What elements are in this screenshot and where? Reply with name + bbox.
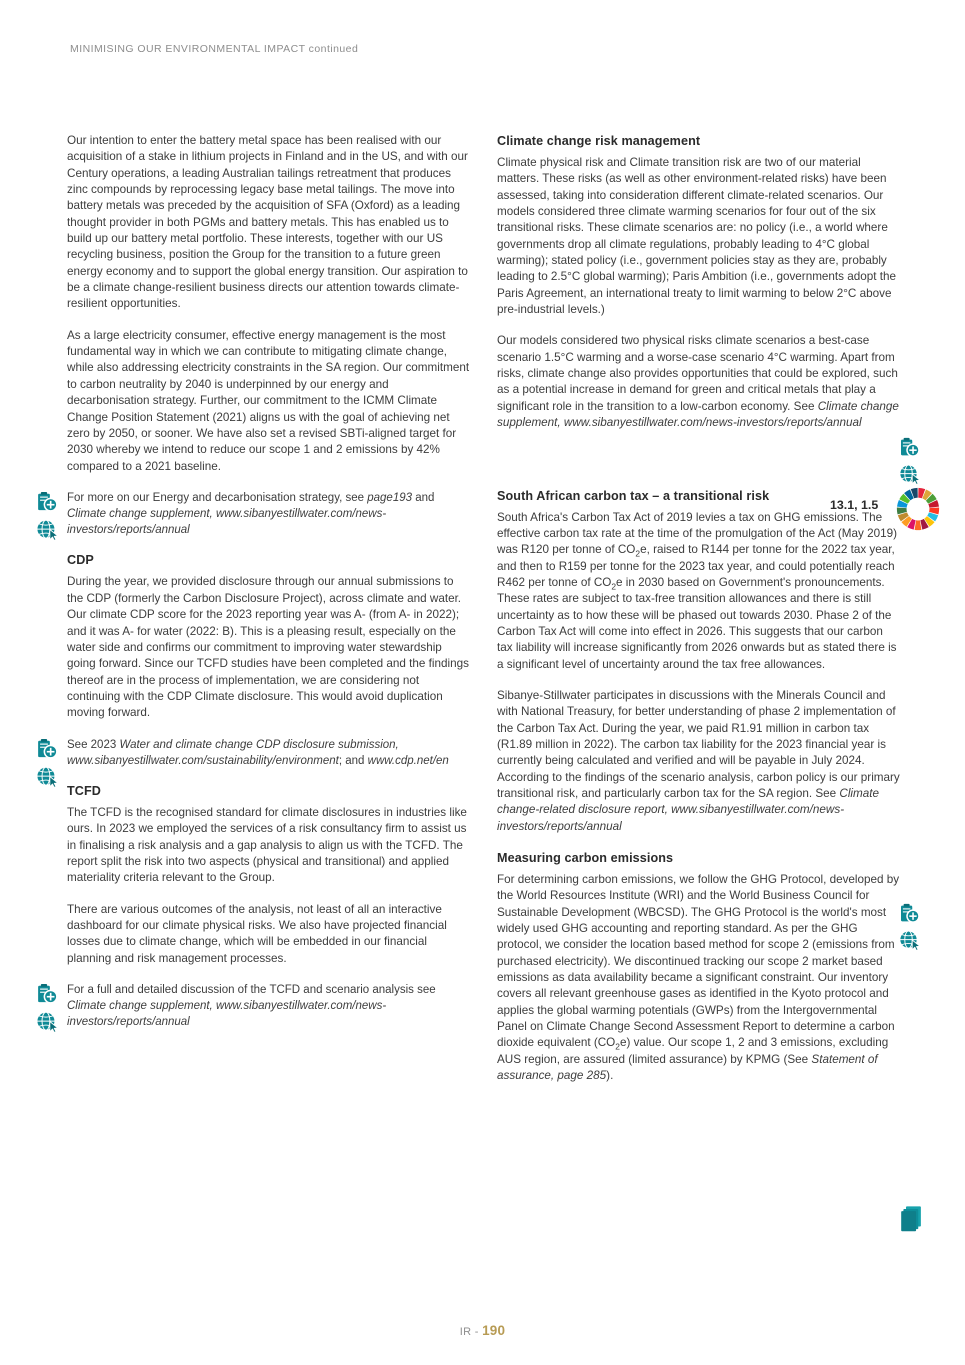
paragraph-battery-metals: Our intention to enter the battery metal space has been realised with our acquisition of a stake in lithium projects in Finland and in the US, and with our Century operations, a leading Australian tailings retreatment that produces zinc compounds by reprocessing legacy base metal tailings. The move into battery metals was preceded by the acquisition of SFA (Oxford) as a leading thought provider in both PGMs and battery metals. This has enabled us to build up our battery metal portfolio. These interests, together with our US recycling business, position the Group for the transition to a future green energy economy and to support the global energy transition. Our aspiration to be a climate change-resilient business directs our attention towards climate-resilient opportunities. <box>67 134 468 311</box>
paragraph-cdp: During the year, we provided disclosure through our annual submissions to the CDP (formerly the Carbon Disclosure Project), across climate and water. Our climate CDP score for the 2023 reporting year was A- (from A- in 2022); and it was A- for water (2022: B). This is a pleasing result, especially on the water side and confirms our commitment to improving water stewardship going forward. Since our TCFD studies have been completed and the findings thereof are in the process of implementation, we are considering not continuing with the CDP Climate disclosure. This would avoid duplication moving forward. <box>67 575 469 720</box>
reference-lead: See 2023 <box>67 738 120 751</box>
reference-italic-1[interactable]: Water and climate change CDP disclosure submission, www.sibanyestillwater.com/sustainability/environment <box>67 738 399 767</box>
report-pages-icon[interactable] <box>899 1204 927 1234</box>
document-plus-icon[interactable] <box>898 437 922 461</box>
reference-italic-2[interactable]: www.cdp.net/en <box>367 754 449 767</box>
document-plus-icon[interactable] <box>898 903 922 927</box>
heading-climate-change-risk-management: Climate change risk management <box>497 134 701 148</box>
reference-tcfd-text <box>67 982 471 1031</box>
measuring-part-a: For determining carbon emissions, we follow the GHG Protocol, developed by the World Resources Institute (WRI) and the World Business Council for Sustainable Development (WBCSD). The GHG Protocol is the world's most widely used GHG accounting and reporting standard. As per the GHG protocol, we consider the location based method for scope 2 (emissions from purchased electricity). We discontinued tracking our scope 2 market based emissions as data availability became a significant constraint. Our inventory covers all relevant greenhouse gases as identified in the Kyoto protocol and applies the global warming potentials (GWPs) from the Intergovernmental Panel on Climate Change Second Assessment Report to determine a carbon dioxide equivalent (CO <box>497 873 900 1050</box>
left-column <box>67 133 471 1045</box>
running-head-title: MINIMISING OUR ENVIRONMENTAL IMPACT <box>70 43 306 55</box>
paragraph-climate-risk-2-lead: Our models considered two physical risks climate scenarios a best-case scenario 1.5°C warming and a worse-case scenario 4°C warming. Apart from risks, climate change also provides opportunities that could be explored, such as a potential increase in demand for green and critical metals that play a significant role in the transition to a low-carbon economy. See <box>497 334 898 413</box>
reference-icon-group <box>35 983 61 1034</box>
globe-cursor-icon[interactable] <box>35 1009 60 1034</box>
reference-tcfd <box>67 982 471 1031</box>
climate-supplement-icon-group <box>898 437 944 486</box>
paragraph-climate-risk-2 <box>497 333 901 431</box>
globe-cursor-icon[interactable] <box>898 462 922 486</box>
carbon-tax-2-italic[interactable]: Climate change-related disclosure report, www.sibanyestillwater.com/news-investors/reports/annual <box>497 787 879 833</box>
globe-cursor-icon[interactable] <box>35 517 60 542</box>
reference-lead: For more on our Energy and decarbonisation strategy, see <box>67 491 368 504</box>
reference-energy-text <box>67 490 471 539</box>
reference-icon-group <box>35 738 61 789</box>
sdg-colour-wheel-icon <box>896 487 940 531</box>
paragraph-tcfd-2: There are various outcomes of the analysis, not least of all an interactive dashboard for our climate physical risks. We also have projected financial losses due to climate change, which will be embedded in our financial planning and risk management processes. <box>67 902 447 965</box>
document-plus-icon[interactable] <box>35 738 60 763</box>
reference-energy-strategy <box>67 490 471 539</box>
reference-lead: For a full and detailed discussion of the TCFD and scenario analysis see <box>67 984 436 997</box>
heading-tcfd: TCFD <box>67 783 101 798</box>
paragraph-carbon-tax-2 <box>497 688 901 835</box>
measuring-italic[interactable]: Statement of assurance, page 285 <box>497 1052 878 1083</box>
reference-italic-1: page193 <box>367 491 413 504</box>
measuring-part-b: e) value. Our scope 1, 2 and 3 emissions, excluding AUS region, are assured (limited assurance) by KPMG (See <box>497 1036 889 1066</box>
paragraph-climate-risk-1: Climate physical risk and Climate transition risk are two of our material matters. These risks (as well as other environment-related risks) have been assessed, taking into consideration different climate-related scenarios. Our models considered three climate warming scenarios for four out of the six transitional risks. These climate scenarios are: no policy (i.e., a world where governments drop all climate regulations, probably leading to 4°C global warming); stated policy (i.e., government policies stay as they are, probably leading to 2.5°C global warming); Paris Ambition (i.e., governments adopt the Paris Agreement, an international treaty to limit warming to below 2°C above pre-industrial levels.) <box>497 156 897 317</box>
reference-mid: ; and <box>338 754 368 767</box>
sdg-target-numbers: 13.1, 1.5 <box>830 498 879 512</box>
carbon-tax-2-lead: Sibanye-Stillwater participates in discussions with the Minerals Council and with National Treasury, for better understanding of phase 2 implementation of the Carbon Tax Act. During the year, we paid R1.91 million in carbon tax (R1.89 million in 2022). The carbon tax liability for the 2023 financial year is currently being calculated and verified and will be payable in July 2024. According to the findings of the scenario analysis, carbon policy is our primary transitional risk, and particularly carbon tax for the SA region. See <box>497 688 900 800</box>
carbon-tax-part-b: e, raised to R144 per tonne for the 2022 tax year, and then to R159 per tonne for the 2023 tax year, and could potentially reach R462 per tonne of CO <box>497 543 895 589</box>
carbon-tax-report-icon-group <box>898 903 944 952</box>
carbon-tax-part-a: South Africa's Carbon Tax Act of 2019 levies a tax on GHG emissions. The effective carbon tax rate at the time of the promulgation of the Act (May 2019) was R120 per tonne of CO <box>497 510 897 557</box>
paragraph-climate-risk-2-italic[interactable]: Climate change supplement, www.sibanyestillwater.com/news-investors/reports/annual <box>497 399 899 430</box>
co2-subscript: 2 <box>635 548 641 559</box>
document-plus-icon[interactable] <box>35 983 60 1008</box>
footer-prefix: IR - <box>459 1326 483 1338</box>
sdg-wheel-wrapper <box>896 487 940 531</box>
measuring-part-c: ). <box>606 1069 614 1083</box>
reference-cdp <box>67 737 471 769</box>
document-plus-icon[interactable] <box>35 491 60 516</box>
paragraph-tcfd-1: The TCFD is the recognised standard for climate disclosures in industries like ours. In 2023 we employed the services of a risk consultancy firm to assist us in finalising a risk analysis and a gap analysis to align us with the TCFD. The report split the risk into two aspects (physical and transitional) and applied materiality criteria relevant to the Group. <box>67 805 467 885</box>
globe-cursor-icon[interactable] <box>898 928 922 952</box>
heading-south-african-carbon-tax: South African carbon tax – a transitional risk <box>497 488 770 503</box>
reference-cdp-text <box>67 737 471 769</box>
paragraph-measuring-emissions <box>497 872 901 1084</box>
reference-italic-2[interactable]: Climate change supplement, www.sibanyestillwater.com/news-investors/reports/annual <box>67 508 387 537</box>
globe-cursor-icon[interactable] <box>35 764 60 789</box>
heading-cdp: CDP <box>67 553 94 568</box>
co2-subscript: 2 <box>615 1041 620 1052</box>
page-footer <box>0 1323 965 1338</box>
running-head-continued: continued <box>308 43 359 55</box>
right-column <box>497 133 901 1100</box>
reference-italic-1[interactable]: Climate change supplement, www.sibanyestillwater.com/news-investors/reports/annual <box>67 1000 387 1029</box>
co2-subscript: 2 <box>611 581 617 592</box>
statement-of-assurance-icon-wrapper <box>899 1204 929 1234</box>
reference-icon-group <box>35 491 61 542</box>
footer-page-number: 190 <box>482 1323 506 1338</box>
running-head <box>70 43 358 55</box>
heading-measuring-carbon-emissions: Measuring carbon emissions <box>497 851 674 866</box>
carbon-tax-part-c: e in 2030 based on Government's pronouncements. These rates are subject to tax-free transition allowances and there is still uncertainty as to how these will be phased out towards 2030. Phase 2 of the Carbon Tax Act will come into effect in 2026. This suggests that our carbon tax liability will increase significantly from 2026 onwards but as stated there is a significant level of uncertainty around the tax free allowances. <box>497 575 897 671</box>
paragraph-energy-management: As a large electricity consumer, effective energy management is the most fundamental way in which we can contribute to mitigating climate change, while also addressing electricity constraints in the SA region. Our commitment to carbon neutrality by 2040 is underpinned by our energy and decarbonisation strategy. Further, our commitment to the ICMM Climate Change Position Statement (2021) aligns us with the goal of achieving net zero by 2050, or sooner. We have also set a revised SBTi-aligned target for 2030 whereby we intend to reduce our scope 1 and 2 emissions by 42% compared to a 2021 baseline. <box>67 328 470 473</box>
reference-mid: and <box>412 491 435 504</box>
paragraph-carbon-tax-1 <box>497 510 901 673</box>
